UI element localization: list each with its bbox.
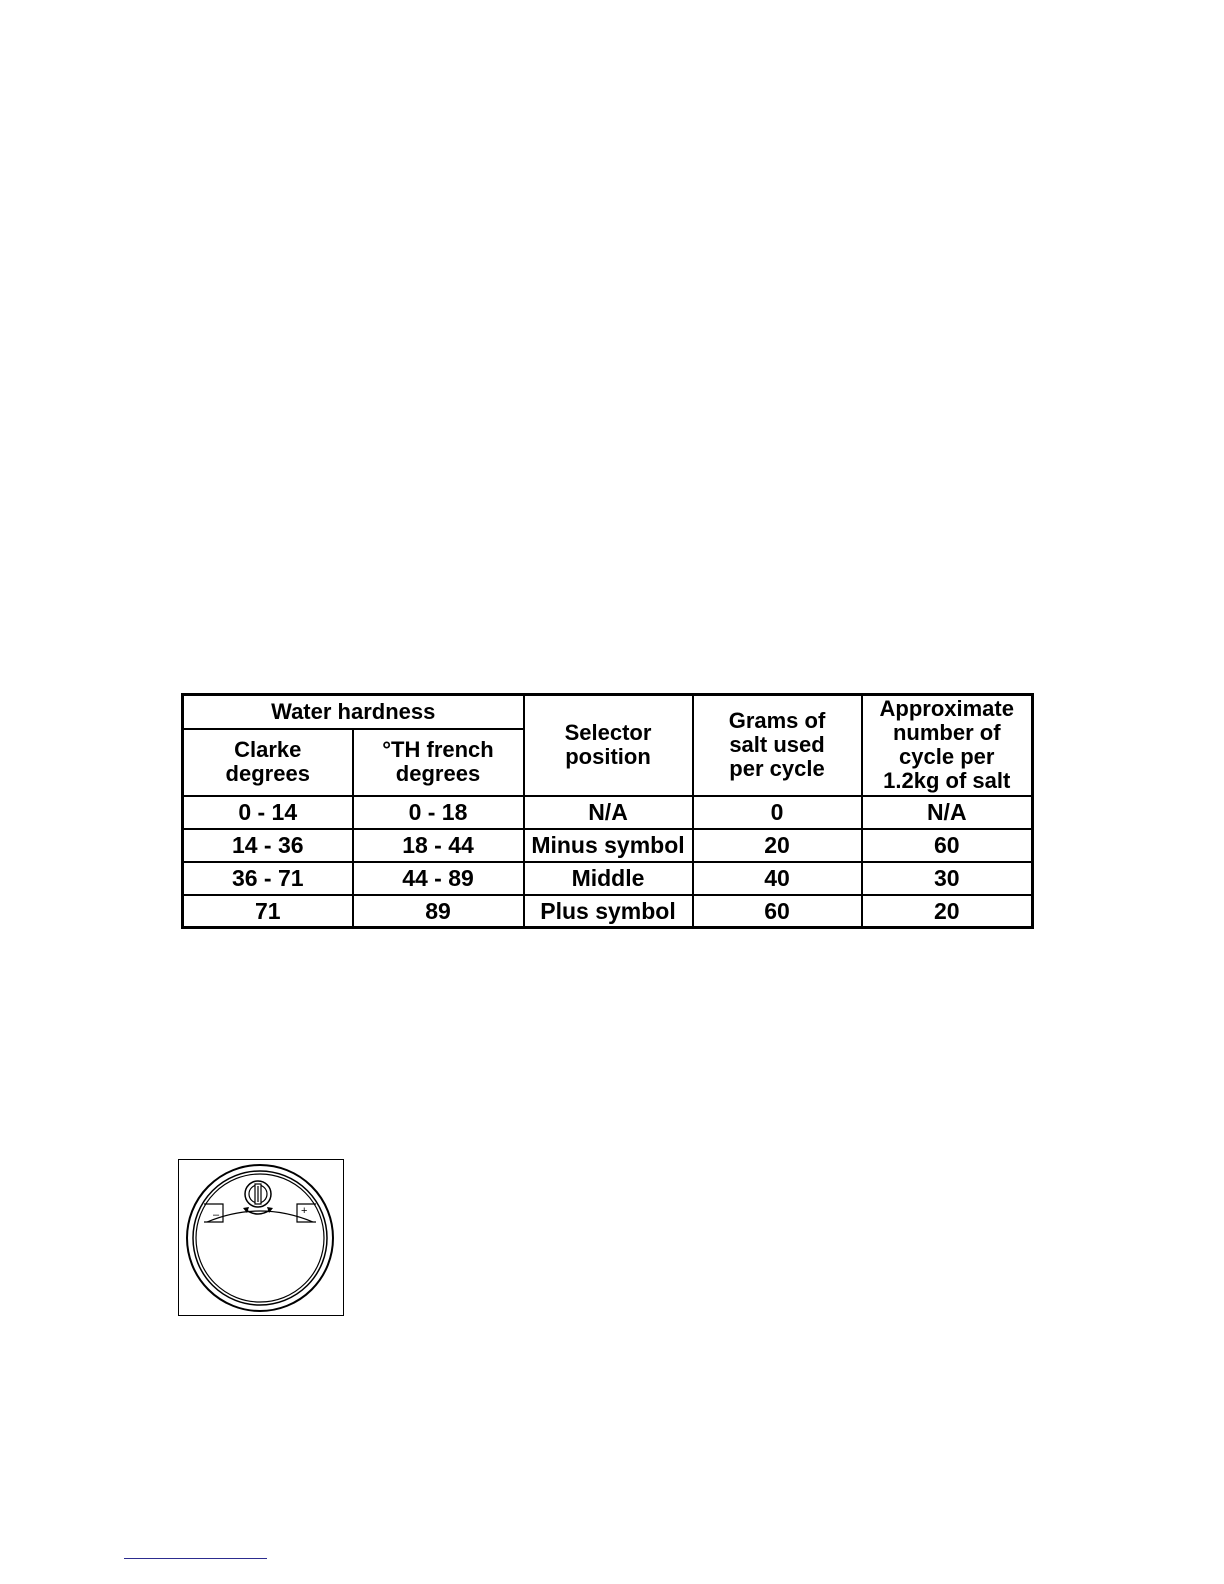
footnote-divider: [124, 1558, 267, 1559]
table-header-row: [183, 695, 1033, 729]
cell-grams: 0: [693, 796, 862, 829]
cell-cycles: 60: [862, 829, 1033, 862]
cell-clarke: 14 - 36: [183, 829, 353, 862]
cell-clarke: 36 - 71: [183, 862, 353, 895]
cell-grams: 40: [693, 862, 862, 895]
salt-selector-dial-icon: [179, 1160, 342, 1314]
cell-french: 18 - 44: [353, 829, 524, 862]
cell-selector: Middle: [524, 862, 693, 895]
cell-french: 0 - 18: [353, 796, 524, 829]
cell-french: 89: [353, 895, 524, 928]
table-row: [183, 862, 1033, 895]
water-hardness-table: [181, 693, 1034, 929]
cell-grams: 20: [693, 829, 862, 862]
header-water-hardness: Water hardness: [183, 695, 524, 729]
header-selector-position: Selector position: [524, 695, 693, 796]
header-approximate-cycles: Approximate number of cycle per 1.2kg of salt: [862, 695, 1033, 796]
plus-symbol: +: [301, 1205, 308, 1217]
table-row: [183, 829, 1033, 862]
cell-selector: Plus symbol: [524, 895, 693, 928]
salt-selector-dial-figure: [178, 1159, 344, 1316]
cell-clarke: 71: [183, 895, 353, 928]
cell-cycles: 30: [862, 862, 1033, 895]
minus-symbol: –: [213, 1209, 220, 1221]
header-clarke-degrees: Clarke degrees: [183, 729, 353, 796]
cell-french: 44 - 89: [353, 862, 524, 895]
cell-selector: N/A: [524, 796, 693, 829]
header-french-degrees: °TH french degrees: [353, 729, 524, 796]
cell-cycles: N/A: [862, 796, 1033, 829]
cell-clarke: 0 - 14: [183, 796, 353, 829]
cell-grams: 60: [693, 895, 862, 928]
cell-cycles: 20: [862, 895, 1033, 928]
table-row: [183, 796, 1033, 829]
header-grams-of-salt: Grams of salt used per cycle: [693, 695, 862, 796]
table-row: [183, 895, 1033, 928]
cell-selector: Minus symbol: [524, 829, 693, 862]
